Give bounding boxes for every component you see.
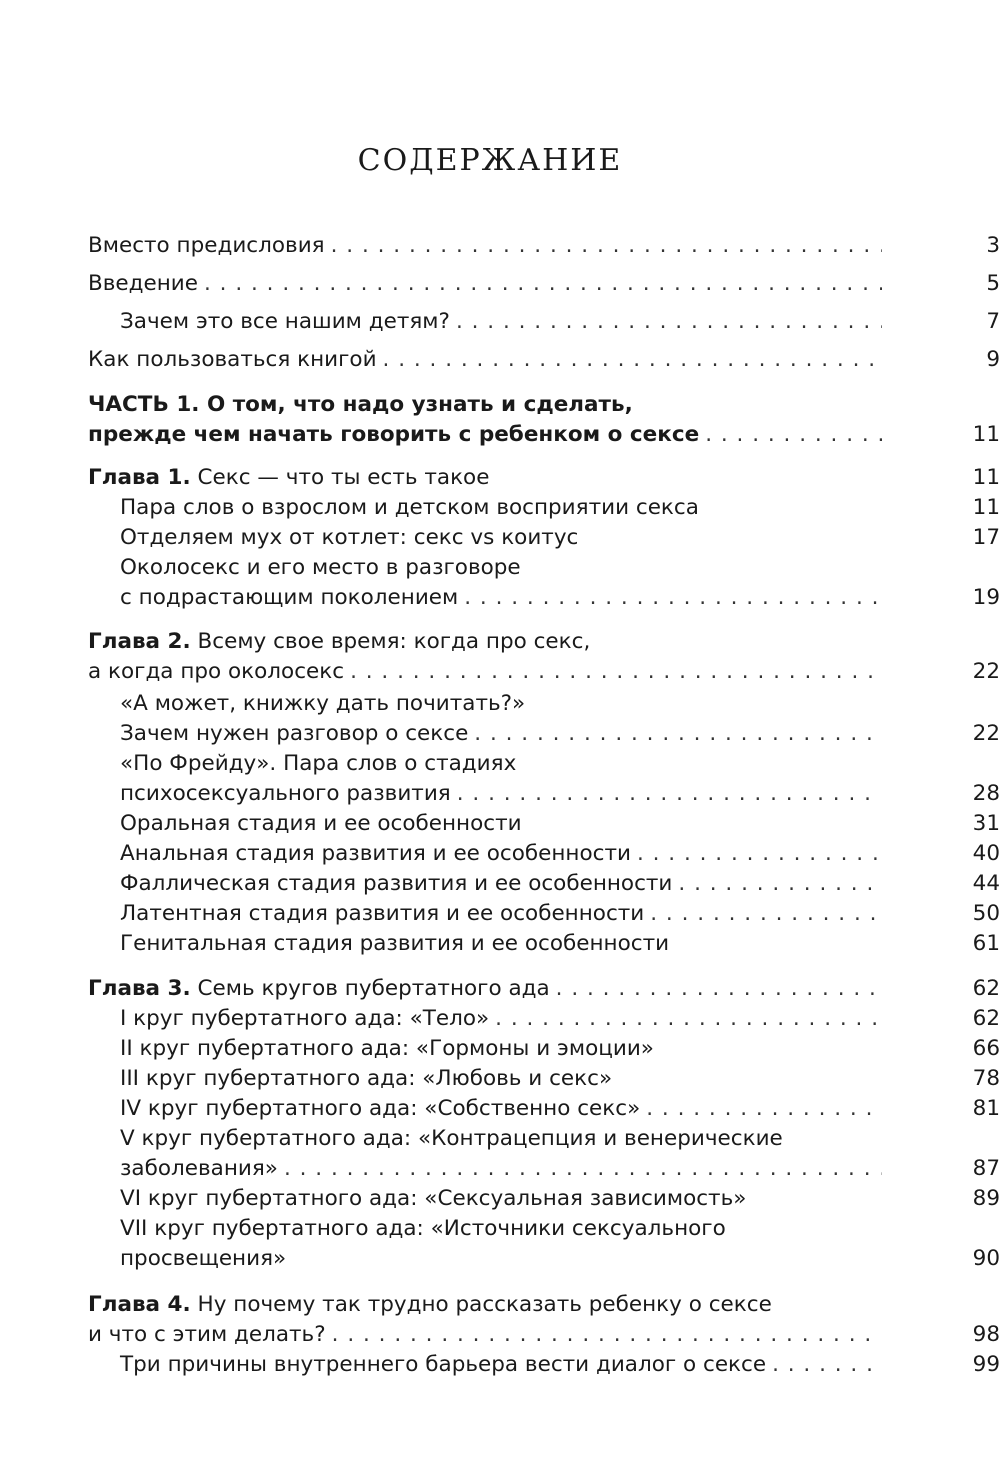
toc-entry-text: Секс — что ты есть такое [197,465,490,490]
toc-entry [120,839,1000,869]
toc-chapter-line1 [88,1290,772,1320]
toc-entry-line1: «По Фрейду». Пара слов о стадиях [120,751,517,776]
toc-entry-text: Пара слов о взрослом и детском восприятии секса [120,495,699,520]
toc-chapter-entry [88,657,1000,687]
toc-entry-text: III круг пубертатного ада: «Любовь и секс» [120,1066,613,1091]
toc-page-number: 11 [972,422,1000,447]
toc-page-number: 9 [986,347,1000,372]
toc-entry-text: VI круг пубертатного ада: «Сексуальная зависимость» [120,1186,747,1211]
dot-leader [198,269,882,299]
toc-entry-text: а когда про околосекс [88,659,345,684]
toc-page-number: 78 [972,1066,1000,1091]
toc-entry [120,1154,1000,1184]
toc-entry-text: «А может, книжку дать почитать?» [120,691,526,716]
toc-entry-text: II круг пубертатного ада: «Гормоны и эмоции» [120,1036,654,1061]
toc-chapter-line1 [88,627,590,657]
toc-page-number: 44 [972,871,1000,896]
dot-leader [377,345,882,375]
toc-entry-text: Три причины внутреннего барьера вести диалог о сексе [120,1352,767,1377]
toc-entry-line1: V круг пубертатного ада: «Контрацепция и венерические [120,1126,783,1151]
dot-leader [468,719,882,749]
dot-leader [451,779,882,809]
toc-entry [120,307,1000,337]
dot-leader [278,1154,882,1184]
dot-leader [699,420,882,450]
toc-page-number: 90 [972,1246,1000,1271]
toc-entry [88,269,1000,299]
toc-entry-text: психосексуального развития [120,781,451,806]
toc-page-number: 19 [972,585,1000,610]
chapter-label: Глава 4. [88,1292,191,1317]
toc-entry [120,779,1000,809]
toc-page-number: 81 [972,1096,1000,1121]
toc-entry [88,231,1000,261]
toc-entry [120,1244,1000,1274]
toc-entry [88,420,1000,450]
toc-entry-text: Семь кругов пубертатного ада [197,976,550,1001]
toc-entry-line1: VII круг пубертатного ада: «Источники сексуального [120,1216,726,1241]
toc-page-number: 66 [972,1036,1000,1061]
toc-page-number: 87 [972,1156,1000,1181]
dot-leader [344,657,882,687]
toc-entry [120,523,1000,553]
toc-page-number: 99 [972,1352,1000,1377]
toc-entry [120,583,1000,613]
toc-page-number: 7 [986,309,1000,334]
toc-entry-text: Ну почему так трудно рассказать ребенку о сексе [197,1292,772,1317]
toc-entry-text: просвещения» [120,1246,287,1271]
toc-entry-text: Введение [88,271,198,296]
toc-page-number: 22 [972,659,1000,684]
toc-entry [120,1004,1000,1034]
toc-page-number: 17 [972,525,1000,550]
dot-leader [458,583,882,613]
dot-leader [550,974,882,1004]
toc-entry-text: Оральная стадия и ее особенности [120,811,522,836]
toc-entry-text: заболевания» [120,1156,278,1181]
toc-entry-text: Вместо предисловия [88,233,325,258]
toc-page-number: 31 [972,811,1000,836]
toc-page-number: 62 [972,1006,1000,1031]
page-title: СОДЕРЖАНИЕ [357,143,623,178]
toc-entry-text: Зачем это все нашим детям? [120,309,450,334]
dot-leader [640,1094,882,1124]
toc-entry [120,899,1000,929]
toc-page-number: 40 [972,841,1000,866]
part-heading-line1: ЧАСТЬ 1. О том, что надо узнать и сделать, [88,392,633,417]
toc-entry-text: и что с этим делать? [88,1322,326,1347]
toc-entry [120,809,1000,839]
dot-leader [766,1350,882,1380]
toc-page-number: 5 [986,271,1000,296]
toc-page-number: 3 [986,233,1000,258]
part-heading-line2: прежде чем начать говорить с ребенком о сексе [88,422,700,447]
dot-leader [672,869,882,899]
toc-page-number: 61 [972,931,1000,956]
toc-page-number: 98 [972,1322,1000,1347]
dot-leader [644,899,882,929]
toc-entry-text: I круг пубертатного ада: «Тело» [120,1006,490,1031]
toc-page-number: 11 [972,495,1000,520]
toc-entry-text: Всему свое время: когда про секс, [197,629,591,654]
dot-leader [489,1004,882,1034]
dot-leader [325,231,882,261]
toc-entry-line1: Околосекс и его место в разговоре [120,555,521,580]
toc-entry [120,1350,1000,1380]
toc-entry [120,719,1000,749]
toc-entry [88,345,1000,375]
toc-page-number: 50 [972,901,1000,926]
toc-entry-text: Анальная стадия развития и ее особенности [120,841,631,866]
toc-page-number: 62 [972,976,1000,1001]
toc-page-number: 11 [972,465,1000,490]
toc-entry-text: с подрастающим поколением [120,585,459,610]
toc-entry [120,929,1000,959]
toc-entry [120,1064,1000,1094]
toc-entry [120,869,1000,899]
chapter-label: Глава 2. [88,629,191,654]
toc-entry [120,493,1000,523]
toc-entry-text: Как пользоваться книгой [88,347,377,372]
toc-page-number: 22 [972,721,1000,746]
toc-entry-text: IV круг пубертатного ада: «Собственно секс» [120,1096,641,1121]
toc-entry [120,1094,1000,1124]
toc-chapter-entry [88,974,1000,1004]
toc-entry-text: Латентная стадия развития и ее особенности [120,901,645,926]
toc-entry-text: Генитальная стадия развития и ее особенности [120,931,670,956]
dot-leader [326,1320,882,1350]
dot-leader [450,307,882,337]
toc-page-number: 28 [972,781,1000,806]
toc-entry-text: Зачем нужен разговор о сексе [120,721,469,746]
chapter-label: Глава 1. [88,465,191,490]
toc-entry-text: Отделяем мух от котлет: секс vs коитус [120,525,579,550]
dot-leader [631,839,882,869]
chapter-label: Глава 3. [88,976,191,1001]
toc-entry [120,1034,1000,1064]
toc-entry-text: Фаллическая стадия развития и ее особенности [120,871,673,896]
toc-chapter-entry [88,463,1000,493]
toc-page-number: 89 [972,1186,1000,1211]
toc-entry [120,1184,1000,1214]
toc-chapter-entry [88,1320,1000,1350]
